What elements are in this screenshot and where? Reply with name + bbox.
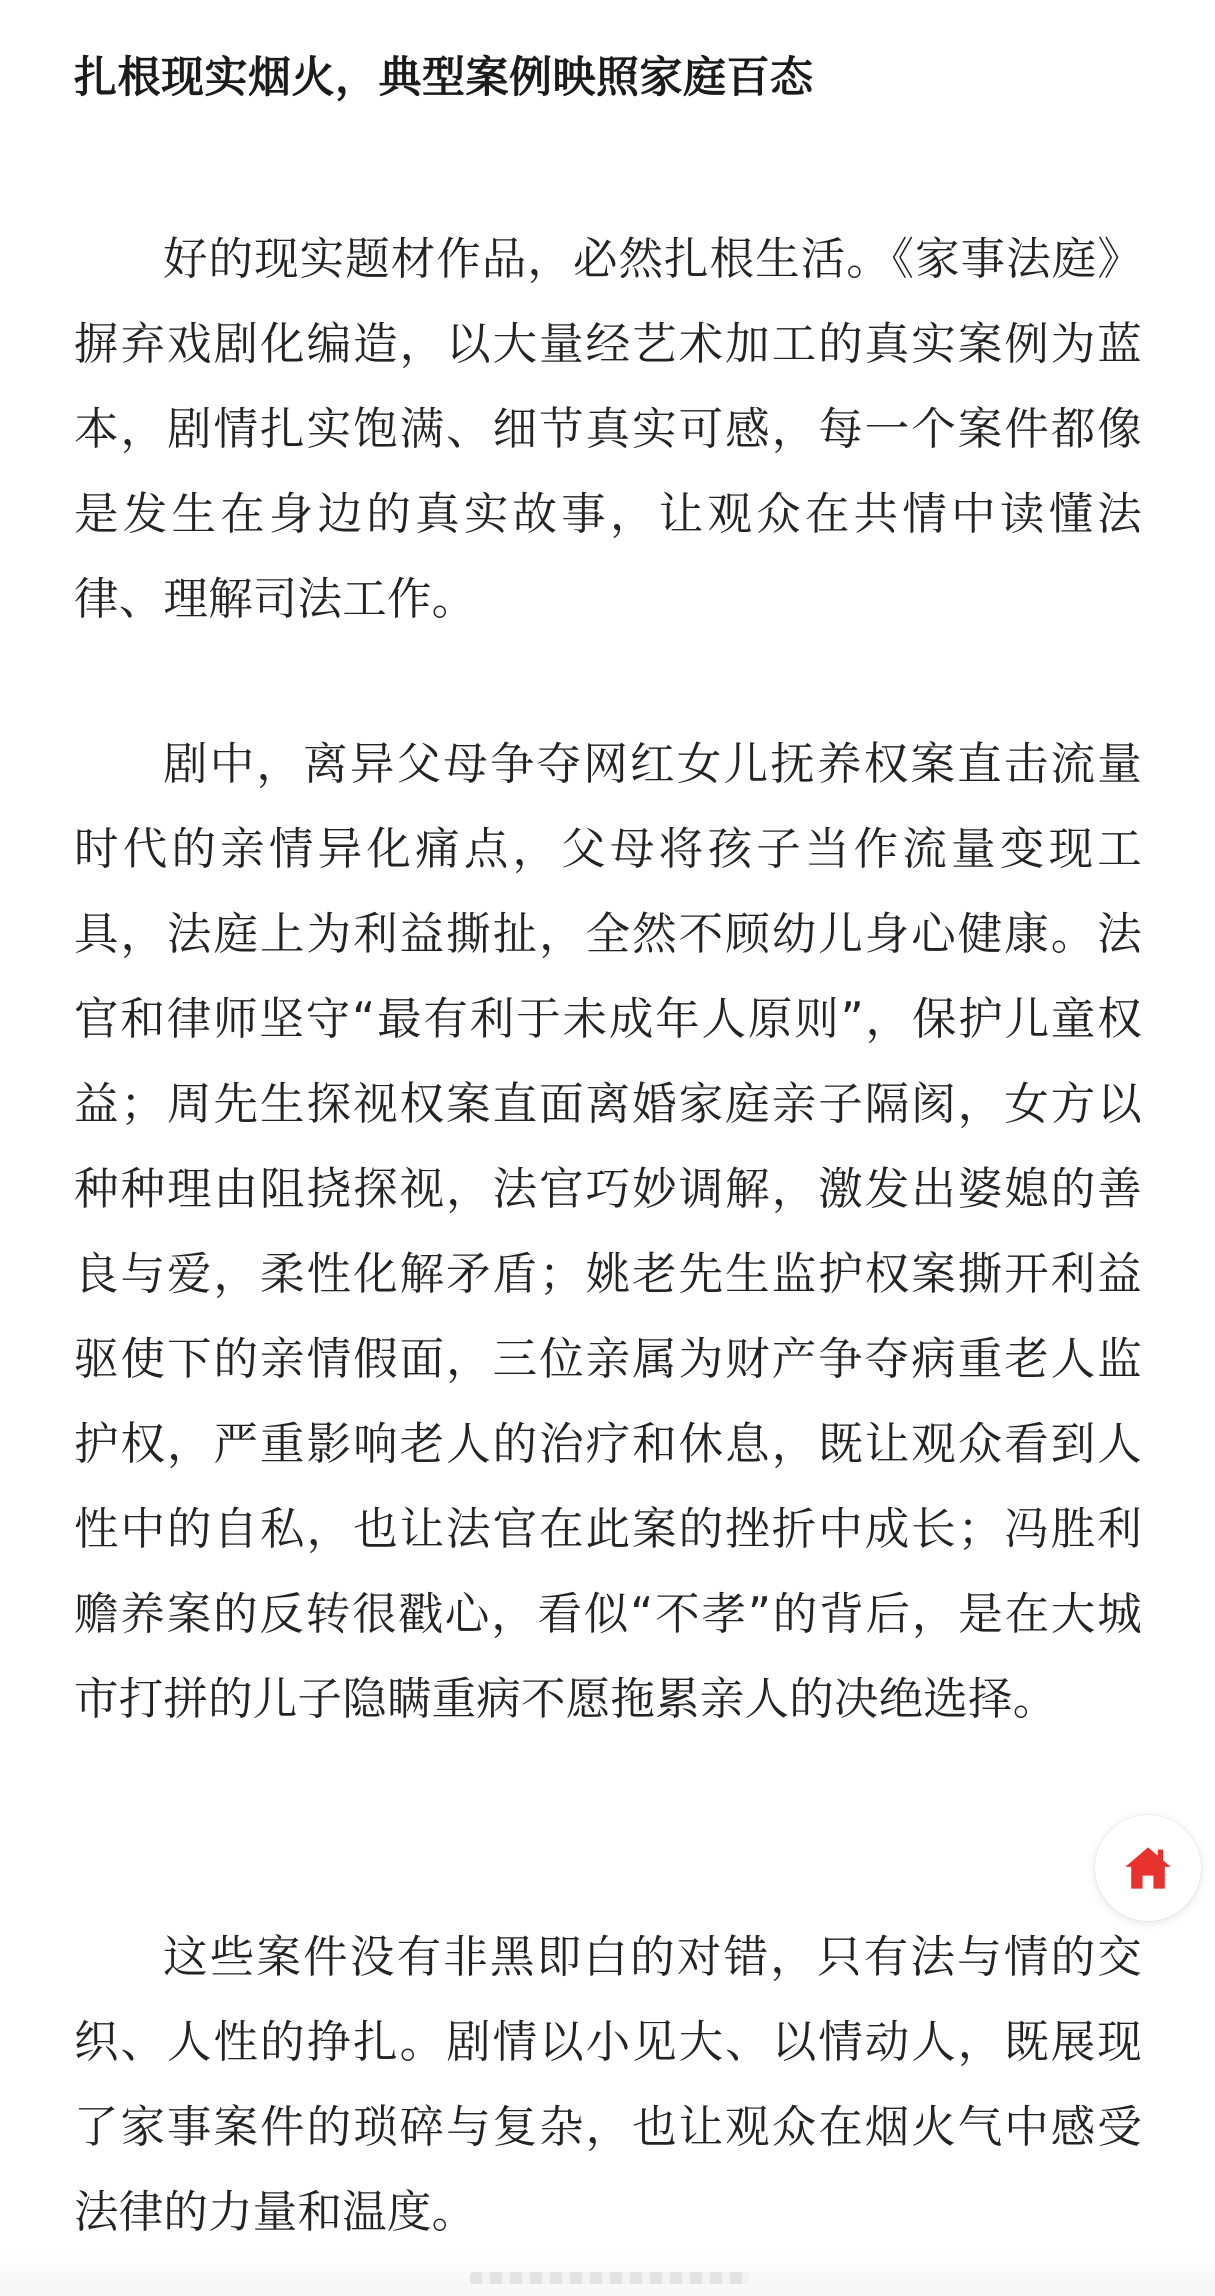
paragraph-2: 剧中，离异父母争夺网红女儿抚养权案直击流量时代的亲情异化痛点，父母将孩子当作流量变现工具，法庭上为利益撕扯，全然不顾幼儿身心健康。法官和律师坚守“最有利于未成年人原则”，保护儿童权益；周先生探视权案直面离婚家庭亲子隔阂，女方以种种理由阻挠探视，法官巧妙调解，激发出婆媳的善良与爱，柔性化解矛盾；姚老先生监护权案撕开利益驱使下的亲情假面，三位亲属为财产争夺病重老人监护权，严重影响老人的治疗和休息，既让观众看到人性中的自私，也让法官在此案的挫折中成长；冯胜利赡养案的反转很戳心，看似“不孝”的背后，是在大城市打拼的儿子隐瞒重病不愿拖累亲人的决绝选择。 <box>74 739 1142 1725</box>
paragraph-1: 好的现实题材作品，必然扎根生活。《家事法庭》摒弃戏剧化编造，以大量经艺术加工的真实案例为蓝本，剧情扎实饱满、细节真实可感，每一个案件都像是发生在身边的真实故事，让观众在共情中读懂法律、理解司法工作。 <box>74 234 1142 625</box>
home-button[interactable] <box>1095 1815 1201 1921</box>
article-heading: 扎根现实烟火，典型案例映照家庭百态 <box>74 53 814 103</box>
paragraph-3: 这些案件没有非黑即白的对错，只有法与情的交织、人性的挣扎。剧情以小见大、以情动人，既展现了家事案件的琐碎与复杂，也让观众在烟火气中感受法律的力量和温度。 <box>74 1932 1142 2238</box>
bottom-image-strip <box>470 2272 750 2284</box>
home-icon <box>1122 1842 1174 1894</box>
